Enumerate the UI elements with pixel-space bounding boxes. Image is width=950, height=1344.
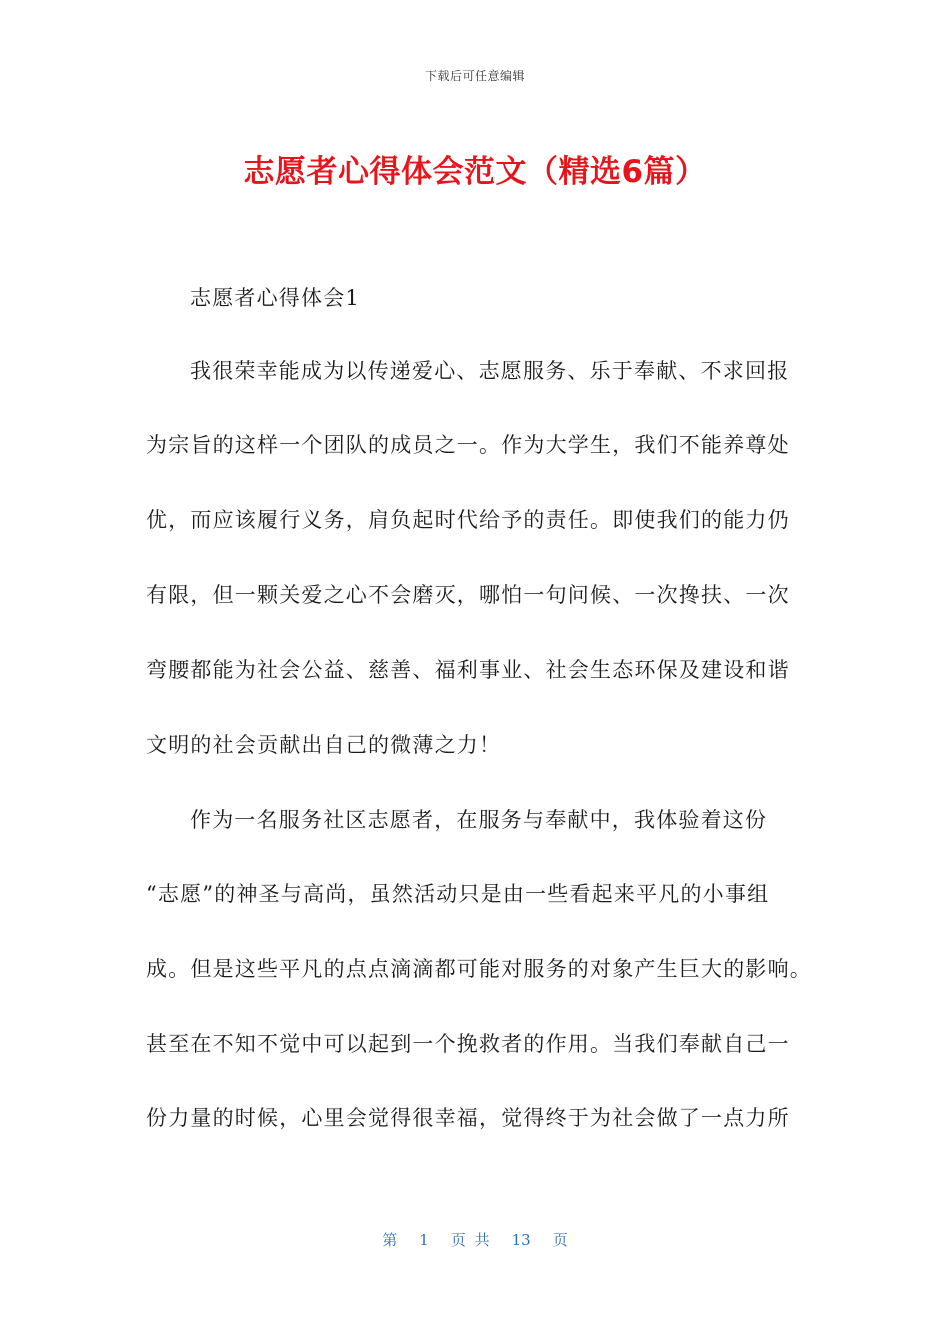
- total-pages-number: 13: [511, 1231, 531, 1249]
- paragraph-line: 为宗旨的这样一个团队的成员之一。作为大学生，我们不能养尊处: [146, 433, 790, 457]
- paragraph-line: 作为一名服务社区志愿者，在服务与奉献中，我体验着这份: [190, 808, 768, 832]
- document-title: 志愿者心得体会范文（精选6篇）: [243, 154, 707, 190]
- paragraph-line: “志愿”的神圣与高尚，虽然活动只是由一些看起来平凡的小事组: [146, 882, 770, 906]
- paragraph-line: 成。但是这些平凡的点点滴滴都可能对服务的对象产生巨大的影响。: [146, 957, 812, 981]
- section-heading: 志愿者心得体会1: [190, 286, 360, 310]
- page-footer: [0, 1229, 950, 1250]
- paragraph-line: 文明的社会贡献出自己的微薄之力！: [146, 733, 502, 757]
- page-label-suffix: 页: [552, 1231, 568, 1249]
- paragraph-line: 我很荣幸能成为以传递爱心、志愿服务、乐于奉献、不求回报: [190, 359, 790, 383]
- current-page-number: 1: [419, 1231, 429, 1249]
- page-label-prefix: 第: [382, 1231, 398, 1249]
- paragraph-line: 有限，但一颗关爱之心不会磨灭，哪怕一句问候、一次搀扶、一次: [146, 583, 790, 607]
- paragraph-line: 份力量的时候，心里会觉得很幸福，觉得终于为社会做了一点力所: [146, 1106, 790, 1130]
- page-label-mid: 页 共: [450, 1231, 490, 1249]
- paragraph-line: 弯腰都能为社会公益、慈善、福利事业、社会生态环保及建设和谐: [146, 658, 790, 682]
- paragraph-line: 甚至在不知不觉中可以起到一个挽救者的作用。当我们奉献自己一: [146, 1032, 790, 1056]
- paragraph-line: 优，而应该履行义务，肩负起时代给予的责任。即使我们的能力仍: [146, 508, 790, 532]
- header-note: 下载后可任意编辑: [424, 69, 525, 83]
